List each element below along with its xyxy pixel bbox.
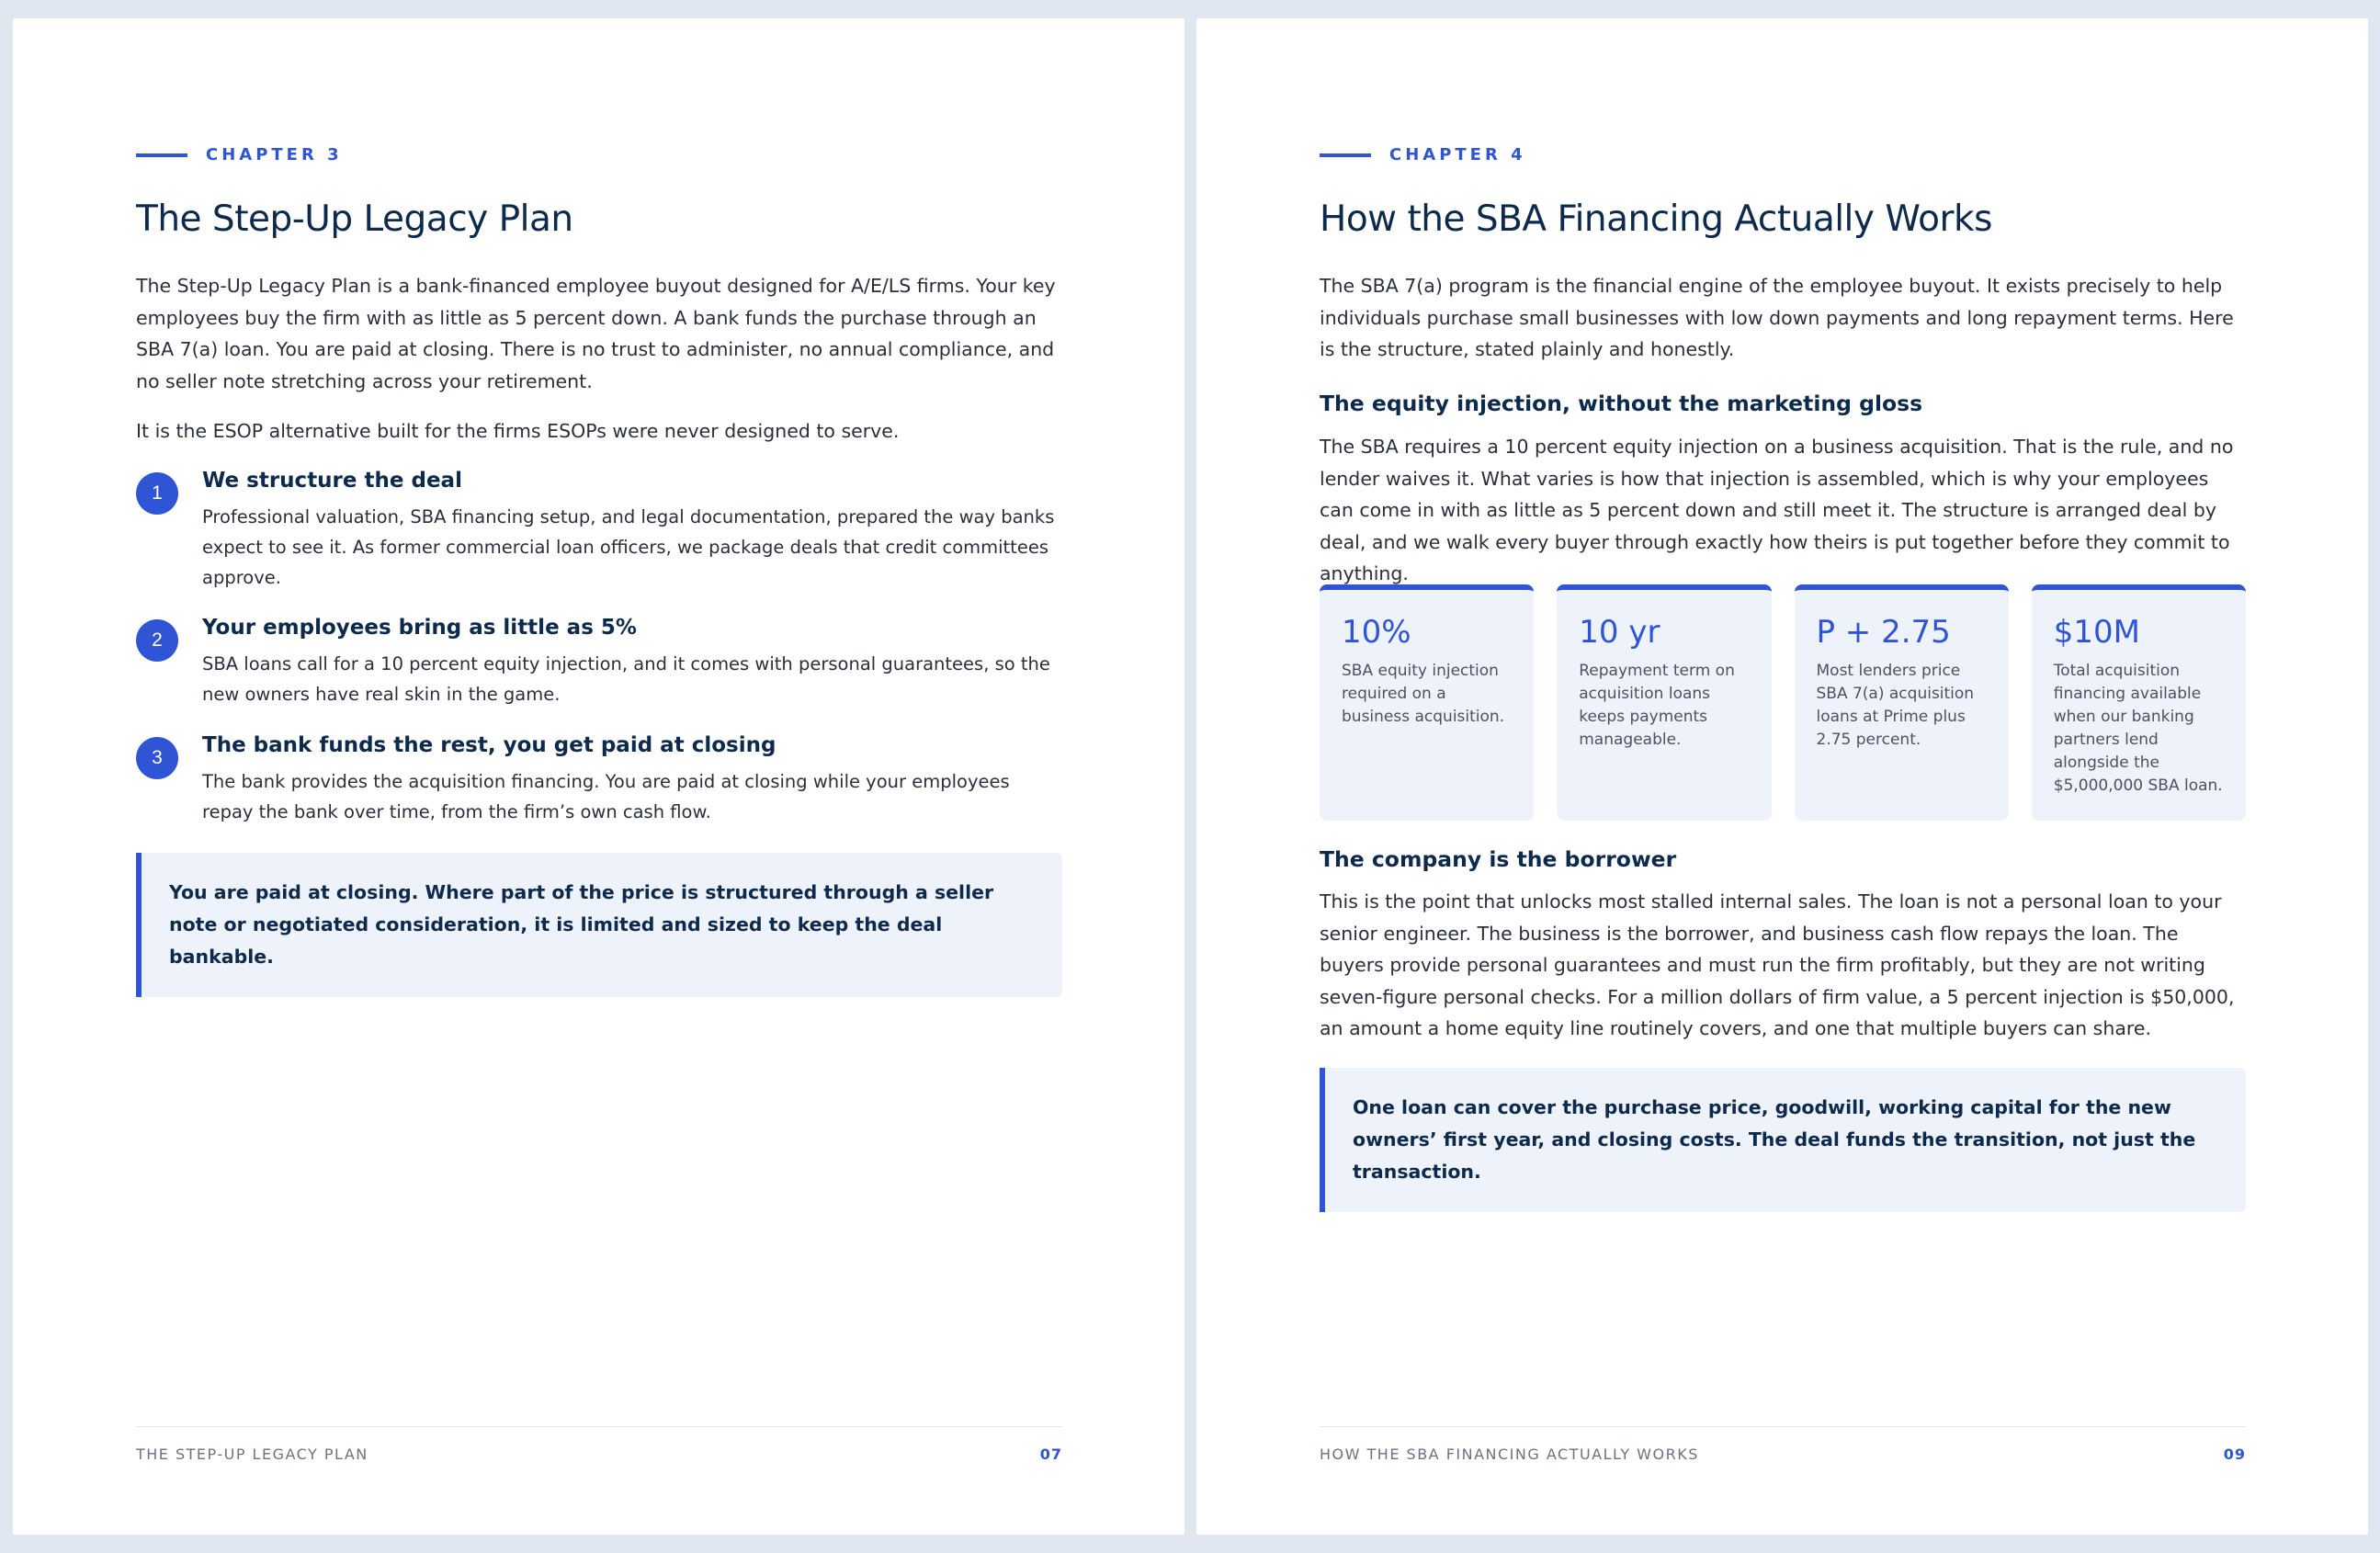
intro-paragraph: The SBA 7(a) program is the financial engine of the employee buyout. It exists precisely to help individuals purchase small businesses with low down payments and long repayment terms. Here is the structure, stated plainly and honestly.: [1320, 275, 2234, 360]
page-number: 07: [1039, 1445, 1062, 1463]
chapter-label: CHAPTER 4: [1389, 145, 1526, 164]
page-title: The Step-Up Legacy Plan: [136, 198, 573, 240]
section-paragraph: This is the point that unlocks most stalled internal sales. The loan is not a personal loan to your senior engineer. The business is the borrower, and business cash flow repays the loan. The buyers provide personal guarantees and must run the firm profitably, but they are not writing seven-figure personal checks. For a million dollars of firm value, a 5 percent injection is $50,000, an amount a home equity line routinely covers, and one that multiple buyers can share.: [1320, 890, 2235, 1039]
page-left: [13, 18, 1184, 1535]
step-title: Your employees bring as little as 5%: [202, 616, 637, 640]
callout-box: One loan can cover the purchase price, goodwill, working capital for the new owners’ first year, and closing costs. The deal funds the transition, not just the transaction.: [1320, 1068, 2246, 1212]
step-body: The bank provides the acquisition financing. You are paid at closing while your employees repay the bank over time, from the firm’s own cash flow.: [202, 771, 1010, 822]
page-number: 09: [2223, 1445, 2246, 1463]
step-body: Professional valuation, SBA financing setup, and legal documentation, prepared the way banks expect to see it. As former commercial loan officers, we package deals that credit committees approve.: [202, 506, 1055, 588]
stat-card: [1557, 584, 1771, 821]
step-title: The bank funds the rest, you get paid at closing: [202, 733, 776, 757]
step-number-badge: 3: [136, 737, 178, 779]
stat-description: Most lenders price SBA 7(a) acquisition loans at Prime plus 2.75 percent.: [1816, 662, 1975, 749]
chapter-rule: [1320, 153, 1371, 157]
callout-box: You are paid at closing. Where part of the price is structured through a seller note or negotiated consideration, it is limited and sized to keep the deal bankable.: [136, 853, 1062, 997]
chapter-marker: [136, 145, 343, 164]
stat-value: P + 2.75: [1816, 614, 1951, 651]
chapter-label: CHAPTER 3: [206, 145, 343, 164]
stat-value: $10M: [2053, 614, 2140, 651]
step-number-badge: 1: [136, 472, 178, 515]
step-number-badge: 2: [136, 619, 178, 662]
footer-title: THE STEP-UP LEGACY PLAN: [136, 1445, 368, 1463]
section-heading: The equity injection, without the marketing gloss: [1320, 391, 1923, 416]
footer-title: HOW THE SBA FINANCING ACTUALLY WORKS: [1320, 1445, 1699, 1463]
intro-paragraph: The Step-Up Legacy Plan is a bank-financed employee buyout designed for A/E/LS firms. Your key employees buy the firm with as little as 5 percent down. A bank funds the purchase through an SBA 7(a) loan. You are paid at closing. There is no trust to administer, no annual compliance, and no seller note stretching across your retirement.: [136, 275, 1056, 392]
stat-card: [2032, 584, 2246, 821]
page-footer: [136, 1426, 1062, 1463]
page-footer: [1320, 1426, 2246, 1463]
page-title: How the SBA Financing Actually Works: [1320, 198, 1992, 240]
section-paragraph: The SBA requires a 10 percent equity injection on a business acquisition. That is the rule, and no lender waives it. What varies is how that injection is assembled, which is why your employees can come in with as little as 5 percent down and still meet it. The structure is arranged deal by deal, and we walk every buyer through exactly how theirs is put together before they commit to anything.: [1320, 436, 2234, 584]
stat-description: Total acquisition financing available when our banking partners lend alongside the $5,000,000 SBA loan.: [2053, 662, 2223, 795]
page-right: [1196, 18, 2368, 1535]
stat-value: 10 yr: [1579, 614, 1660, 651]
intro-paragraph-2: It is the ESOP alternative built for the firms ESOPs were never designed to serve.: [136, 420, 900, 442]
step-body: SBA loans call for a 10 percent equity injection, and it comes with personal guarantees, so the new owners have real skin in the game.: [202, 653, 1050, 705]
stat-cards: [1320, 584, 2246, 821]
stat-description: SBA equity injection required on a business acquisition.: [1342, 662, 1505, 726]
section-heading: The company is the borrower: [1320, 846, 1677, 872]
stat-card: [1320, 584, 1534, 821]
chapter-marker: [1320, 145, 1526, 164]
chapter-rule: [136, 153, 187, 157]
stat-value: 10%: [1342, 614, 1411, 651]
step-title: We structure the deal: [202, 469, 462, 493]
stat-description: Repayment term on acquisition loans keeps payments manageable.: [1579, 662, 1735, 749]
stat-card: [1795, 584, 2009, 821]
